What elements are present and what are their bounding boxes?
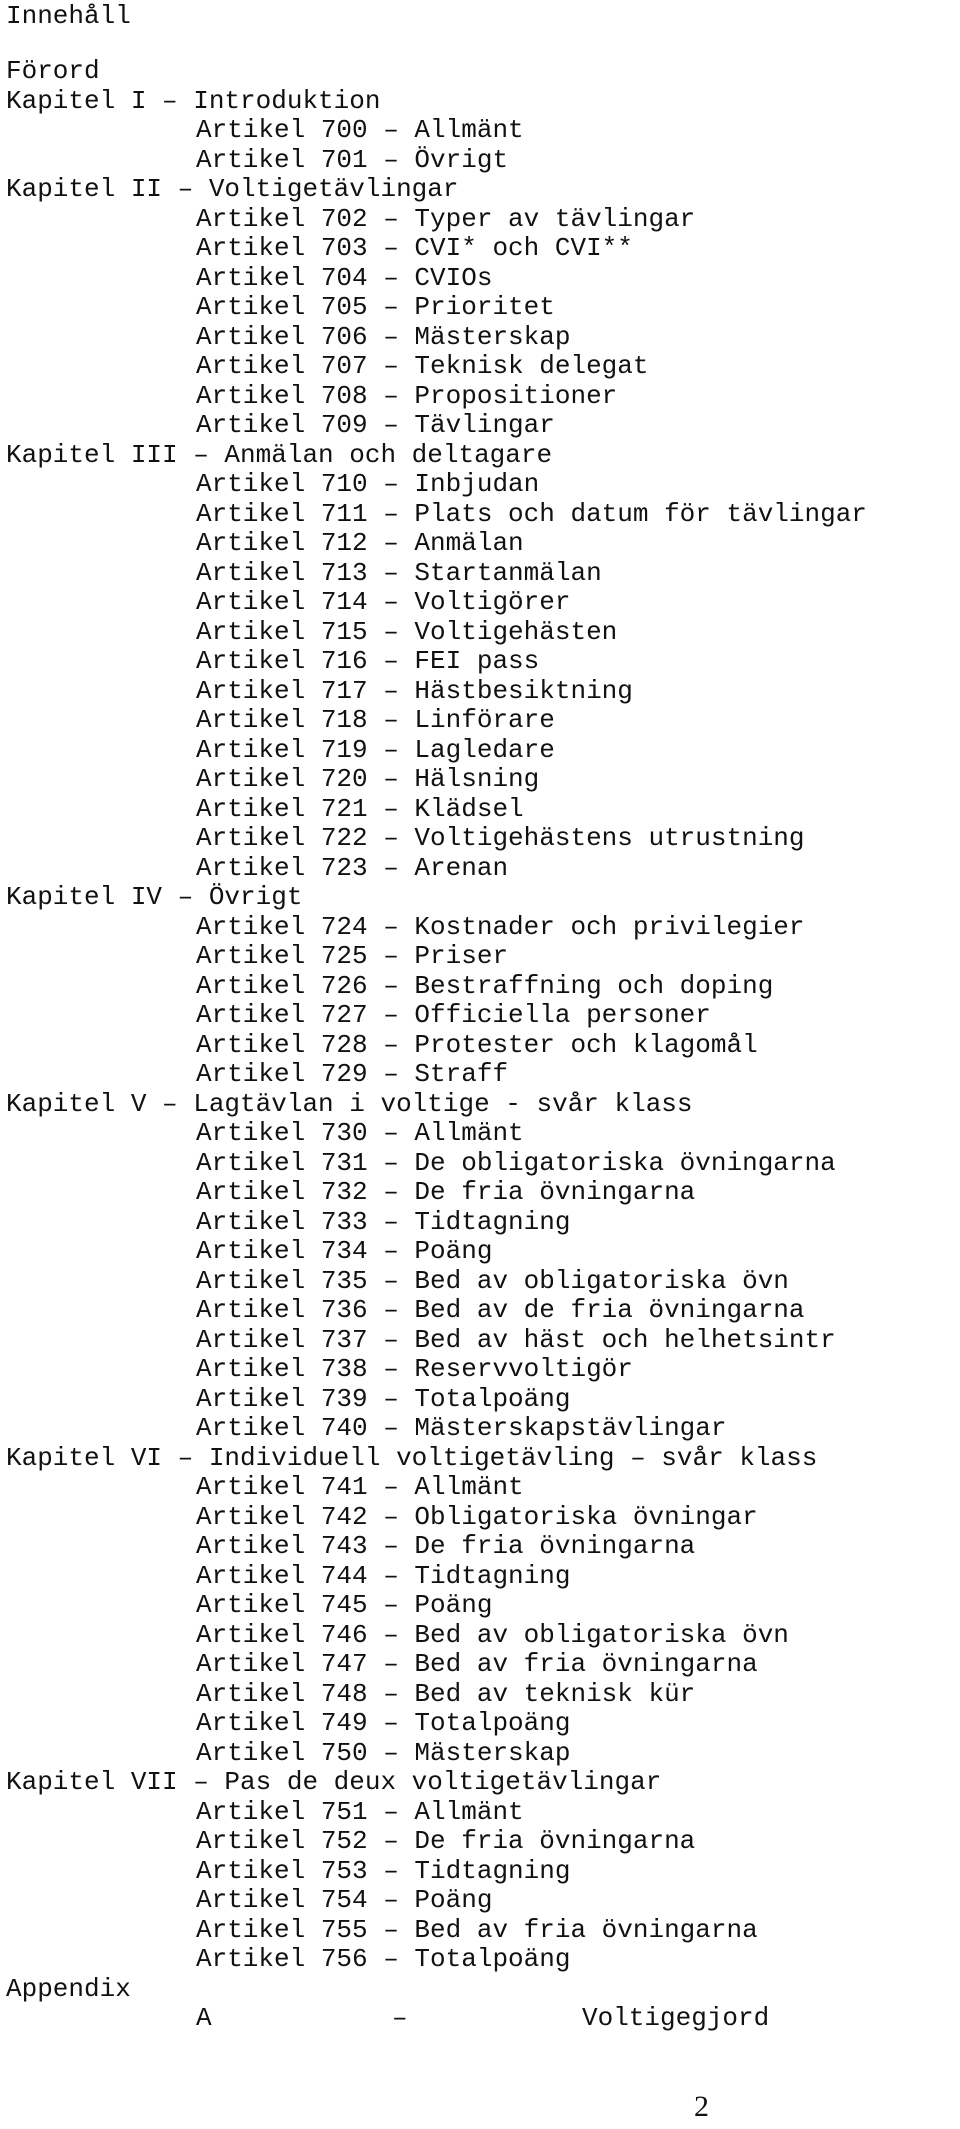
- article-entry: Artikel 749 – Totalpoäng: [196, 1708, 571, 1738]
- article-entry: Artikel 755 – Bed av fria övningarna: [196, 1914, 758, 1945]
- article-entry: Artikel 700 – Allmänt: [196, 115, 524, 145]
- article-entry: Artikel 735 – Bed av obligatoriska övn: [196, 1265, 789, 1296]
- chapter-heading: Kapitel VI – Individuell voltigetävling – svår klass: [6, 1442, 818, 1473]
- article-entry: Artikel 746 – Bed av obligatoriska övn: [196, 1619, 789, 1650]
- chapter-heading: Kapitel I – Introduktion: [6, 85, 381, 116]
- appendix-entry: [6, 2004, 956, 2034]
- article-entry: Artikel 736 – Bed av de fria övningarna: [196, 1295, 805, 1325]
- chapter-heading: Kapitel III – Anmälan och deltagare: [6, 439, 553, 470]
- article-entry: Artikel 748 – Bed av teknisk kür: [196, 1678, 696, 1709]
- article-entry: Artikel 727 – Officiella personer: [196, 1000, 711, 1030]
- chapter-heading: Kapitel II – Voltigetävlingar: [6, 174, 459, 204]
- article-entry: Artikel 706 – Mästerskap: [196, 321, 571, 352]
- article-entry: Artikel 713 – Startanmälan: [196, 557, 602, 588]
- article-entry: Artikel 703 – CVI* och CVI**: [196, 233, 633, 263]
- chapter-heading: Kapitel VII – Pas de deux voltigetävlingar: [6, 1767, 662, 1797]
- chapter-heading: Kapitel V – Lagtävlan i voltige - svår klass: [6, 1088, 693, 1119]
- article-entry: Artikel 728 – Protester och klagomål: [196, 1029, 758, 1060]
- article-entry: Artikel 729 – Straff: [196, 1059, 509, 1089]
- article-entry: Artikel 714 – Voltigörer: [196, 587, 571, 617]
- article-entry: Artikel 730 – Allmänt: [196, 1118, 524, 1148]
- appendix-dash: –: [392, 2003, 408, 2033]
- article-entry: Artikel 704 – CVIOs: [196, 262, 493, 293]
- article-entry: Artikel 707 – Teknisk delegat: [196, 351, 649, 381]
- article-entry: Artikel 731 – De obligatoriska övningarna: [196, 1147, 836, 1178]
- article-entry: Artikel 750 – Mästerskap: [196, 1737, 571, 1768]
- article-entry: Artikel 711 – Plats och datum för tävlingar: [196, 498, 867, 529]
- article-entry: Artikel 717 – Hästbesiktning: [196, 675, 633, 706]
- article-entry: Artikel 705 – Prioritet: [196, 292, 555, 322]
- article-entry: Artikel 720 – Hälsning: [196, 764, 540, 794]
- article-entry: Artikel 715 – Voltigehästen: [196, 616, 618, 647]
- article-entry: Artikel 754 – Poäng: [196, 1885, 493, 1915]
- table-of-contents: [6, 57, 956, 2034]
- article-entry: Artikel 701 – Övrigt: [196, 144, 509, 175]
- article-entry: Artikel 710 – Inbjudan: [196, 469, 540, 499]
- article-entry: Artikel 725 – Priser: [196, 941, 509, 971]
- article-entry: Artikel 708 – Propositioner: [196, 380, 618, 411]
- article-entry: Artikel 732 – De fria övningarna: [196, 1177, 696, 1207]
- article-entry: Artikel 739 – Totalpoäng: [196, 1383, 571, 1414]
- article-entry: Artikel 756 – Totalpoäng: [196, 1944, 571, 1974]
- page-title: Innehåll: [6, 1, 131, 31]
- article-entry: Artikel 734 – Poäng: [196, 1236, 493, 1266]
- article-entry: Artikel 726 – Bestraffning och doping: [196, 970, 774, 1001]
- article-entry: Artikel 742 – Obligatoriska övningar: [196, 1501, 758, 1532]
- article-entry: Artikel 733 – Tidtagning: [196, 1206, 571, 1237]
- article-entry: Artikel 753 – Tidtagning: [196, 1855, 571, 1886]
- article-entry: Artikel 719 – Lagledare: [196, 734, 555, 765]
- article-entry: Artikel 744 – Tidtagning: [196, 1560, 571, 1591]
- article-entry: Artikel 740 – Mästerskapstävlingar: [196, 1413, 727, 1443]
- article-entry: Artikel 723 – Arenan: [196, 852, 509, 883]
- foreword-entry: Förord: [6, 56, 100, 86]
- article-entry: Artikel 752 – De fria övningarna: [196, 1826, 696, 1856]
- appendix-heading: Appendix: [6, 1973, 131, 2004]
- article-entry: Artikel 738 – Reservvoltigör: [196, 1354, 633, 1384]
- article-entry: Artikel 721 – Klädsel: [196, 793, 524, 824]
- article-entry: Artikel 702 – Typer av tävlingar: [196, 203, 696, 234]
- article-entry: Artikel 741 – Allmänt: [196, 1472, 524, 1502]
- article-entry: Artikel 737 – Bed av häst och helhetsintr: [196, 1324, 836, 1355]
- article-entry: Artikel 743 – De fria övningarna: [196, 1531, 696, 1561]
- article-entry: Artikel 709 – Tävlingar: [196, 410, 555, 440]
- article-entry: Artikel 722 – Voltigehästens utrustning: [196, 823, 805, 853]
- article-entry: Artikel 747 – Bed av fria övningarna: [196, 1649, 758, 1679]
- page-number: 2: [694, 2090, 709, 2123]
- appendix-letter: A: [196, 2003, 212, 2033]
- appendix-title: Voltigegjord: [582, 2003, 770, 2033]
- article-entry: Artikel 716 – FEI pass: [196, 646, 540, 676]
- article-entry: Artikel 751 – Allmänt: [196, 1796, 524, 1827]
- chapter-heading: Kapitel IV – Övrigt: [6, 882, 303, 912]
- article-entry: Artikel 718 – Linförare: [196, 705, 555, 735]
- article-entry: Artikel 724 – Kostnader och privilegier: [196, 911, 805, 942]
- article-entry: Artikel 745 – Poäng: [196, 1590, 493, 1620]
- article-entry: Artikel 712 – Anmälan: [196, 528, 524, 558]
